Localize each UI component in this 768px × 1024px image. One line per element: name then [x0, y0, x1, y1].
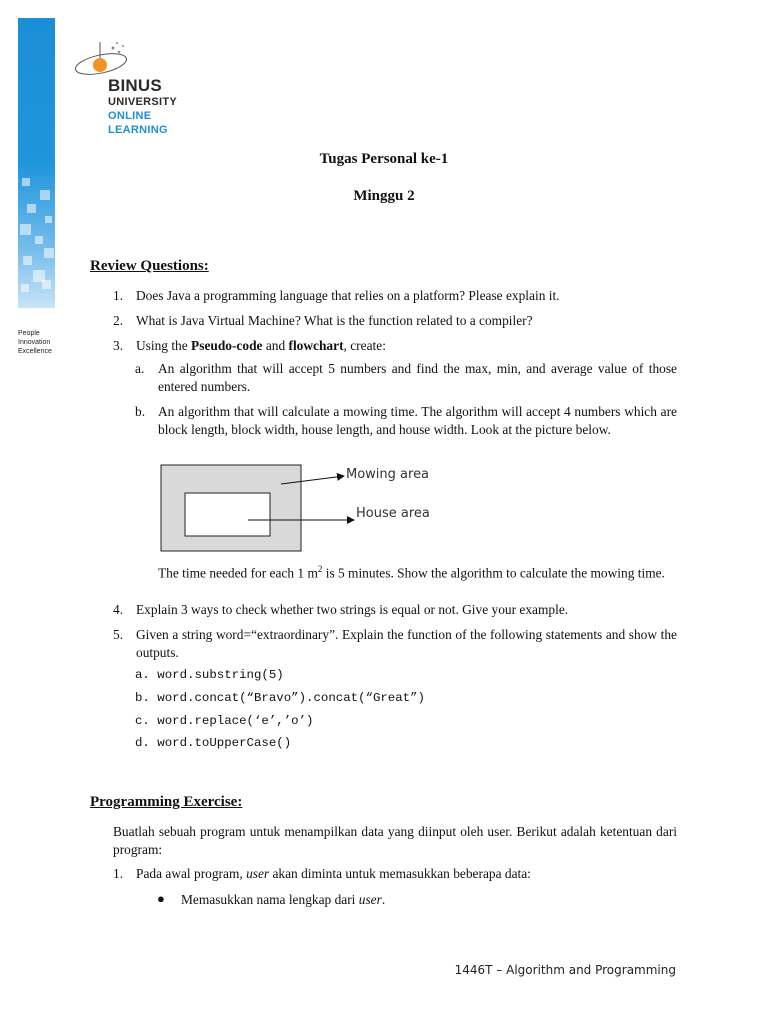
time-sup: 2	[317, 564, 323, 574]
house-area-label: House area	[356, 506, 430, 521]
q3-mid: and	[262, 338, 289, 353]
question-3-number: 3.	[113, 338, 124, 353]
bullet-1-text	[181, 891, 385, 909]
question-3-text	[136, 337, 386, 355]
sub-a-text: An algorithm that will accept 5 numbers and find the max, min, and average value of those entered numbers.	[158, 361, 677, 394]
tagline	[18, 329, 52, 356]
document-title: Tugas Personal ke-1	[319, 151, 449, 167]
code-line-b: b. word.concat(“Bravo”).concat(“Great”)	[135, 691, 425, 705]
tagline-excellence: Excellence	[18, 348, 52, 355]
page-footer: 1446T – Algorithm and Programming	[454, 963, 676, 977]
logo-university-text: UNIVERSITY	[108, 96, 178, 108]
question-5-number: 5.	[113, 627, 124, 642]
question-5-text: Given a string word=“extraordinary”. Explain the function of the following statements and show the outputs.	[136, 627, 677, 660]
q3-post: , create:	[343, 338, 386, 353]
binus-logo	[73, 38, 193, 142]
review-questions-heading: Review Questions:	[90, 258, 209, 274]
mowing-time-text	[158, 560, 677, 582]
question-2-number: 2.	[113, 313, 124, 328]
logo-online-text: ONLINE	[108, 110, 152, 122]
step-1-text	[136, 865, 531, 883]
time-post: is 5 minutes. Show the algorithm to calculate the mowing time.	[322, 565, 665, 581]
tagline-people: People	[18, 330, 40, 337]
sub-b-letter: b.	[135, 404, 146, 419]
logo-emblem-icon	[73, 38, 193, 78]
step1-user: user	[246, 866, 270, 881]
bullet1-user: user	[358, 892, 382, 907]
bullet1-post: .	[381, 892, 386, 907]
sub-a-letter: a.	[135, 361, 145, 376]
q3-pre: Using the	[136, 338, 192, 353]
question-4-number: 4.	[113, 602, 124, 617]
question-1-text: Does Java a programming language that relies on a platform? Please explain it.	[136, 288, 560, 303]
code-line-a: a. word.substring(5)	[135, 668, 284, 682]
programming-intro: Buatlah sebuah program untuk menampilkan data yang diinput oleh user. Berikut adalah ketentuan dari program:	[113, 824, 677, 857]
logo-binus-text: BINUS	[108, 76, 162, 95]
q3-pseudocode: Pseudo-code	[191, 338, 263, 353]
tagline-innovation: Innovation	[18, 339, 51, 346]
question-2-text: What is Java Virtual Machine? What is the function related to a compiler?	[136, 313, 533, 328]
step-1-number: 1.	[113, 866, 124, 881]
bullet1-pre: Memasukkan nama lengkap dari	[181, 892, 359, 907]
week-title: Minggu 2	[353, 188, 415, 204]
question-4-text: Explain 3 ways to check whether two strings is equal or not. Give your example.	[136, 602, 569, 617]
sub-b-text: An algorithm that will calculate a mowing time. The algorithm will accept 4 numbers which are block length, block width, house length, and house width. Look at the picture below.	[158, 404, 677, 437]
step1-pre: Pada awal program,	[136, 866, 247, 881]
programming-exercise-heading: Programming Exercise:	[90, 794, 243, 810]
house-rect	[185, 493, 270, 536]
step1-post: akan diminta untuk memasukkan beberapa data:	[269, 866, 531, 881]
bullet-icon: ●	[157, 891, 165, 906]
mowing-diagram	[158, 462, 458, 558]
logo-learning-text: LEARNING	[108, 124, 168, 136]
question-1-number: 1.	[113, 288, 124, 303]
mowing-area-label: Mowing area	[346, 467, 430, 482]
q3-flowchart: flowchart	[288, 338, 344, 353]
time-pre: The time needed for each 1 m	[158, 565, 318, 581]
code-line-c: c. word.replace(‘e’,’o’)	[135, 714, 314, 728]
code-line-d: d. word.toUpperCase()	[135, 736, 292, 750]
